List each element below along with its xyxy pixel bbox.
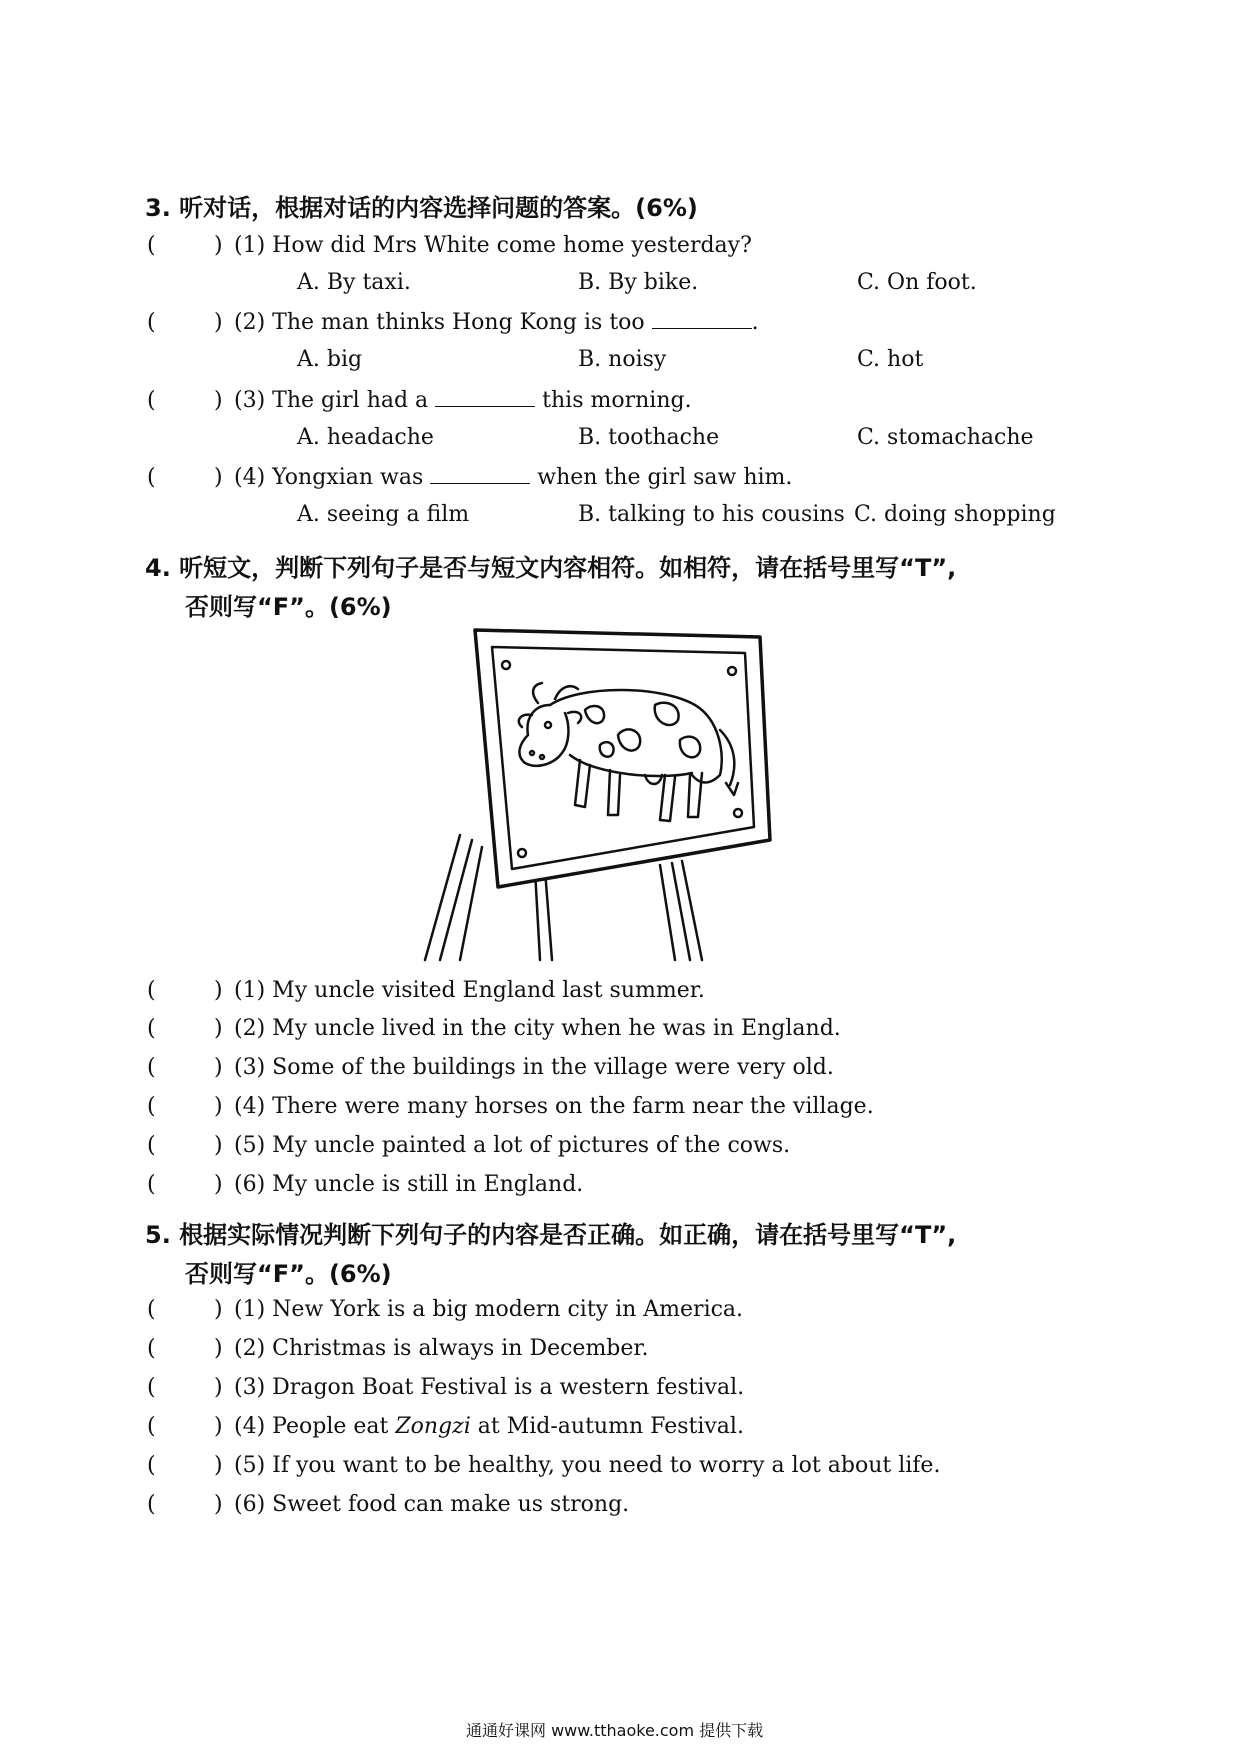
option-a: A. By taxi. [297,270,411,295]
page-footer: 通通好课网 www.tthaoke.com 提供下载 [466,1721,764,1740]
statement-number: (2) [234,1016,266,1041]
statement-number: (3) [234,1055,266,1080]
answer-paren-open: ( [147,1297,156,1322]
statement-text-end: at Mid-autumn Festival. [477,1414,744,1439]
section-4-heading-line2: 否则写“F”。(6%) [185,593,392,621]
answer-paren-close: ) [214,1297,223,1322]
option-c: C. On foot. [857,270,977,295]
statement-text: Some of the buildings in the village were very old. [272,1055,834,1080]
option-b: B. By bike. [578,270,699,295]
answer-paren-close: ) [214,1133,223,1158]
answer-paren-open: ( [147,388,156,413]
option-b: B. toothache [578,425,720,450]
answer-paren-open: ( [147,310,156,335]
answer-paren-open: ( [147,1172,156,1197]
question-3-1 [234,233,752,258]
answer-paren-close: ) [214,310,223,335]
statement-text: My uncle is still in England. [272,1172,584,1197]
statement-4-5 [234,1133,790,1158]
statement-text: My uncle visited England last summer. [272,978,705,1003]
statement-italic-word: Zongzi [395,1414,471,1439]
statement-number: (3) [234,1375,266,1400]
statement-text: My uncle lived in the city when he was in England. [272,1016,841,1041]
statement-text: Christmas is always in December. [272,1336,649,1361]
option-a: A. headache [297,425,434,450]
cow-painting-on-easel-illustration [420,625,780,965]
option-b: B. talking to his cousins [578,502,845,527]
answer-paren-close: ) [214,1016,223,1041]
answer-paren-close: ) [214,465,223,490]
statement-5-5 [234,1453,940,1478]
question-text-end: this morning. [542,388,692,413]
option-c: C. stomachache [857,425,1034,450]
statement-5-6 [234,1492,629,1517]
answer-paren-open: ( [147,1055,156,1080]
statement-number: (6) [234,1172,266,1197]
answer-paren-open: ( [147,1336,156,1361]
answer-paren-open: ( [147,233,156,258]
answer-paren-close: ) [214,1336,223,1361]
answer-paren-close: ) [214,1414,223,1439]
question-text: The man thinks Hong Kong is too [272,310,645,335]
section-5-heading-line2: 否则写“F”。(6%) [185,1260,392,1288]
statement-number: (4) [234,1414,266,1439]
answer-paren-close: ) [214,1055,223,1080]
option-a: A. big [297,347,363,372]
answer-paren-open: ( [147,1094,156,1119]
statement-4-2 [234,1016,841,1041]
statement-4-6 [234,1172,583,1197]
statement-number: (6) [234,1492,266,1517]
answer-paren-close: ) [214,1375,223,1400]
statement-text: My uncle painted a lot of pictures of the cows. [272,1133,791,1158]
statement-text: There were many horses on the farm near the village. [272,1094,874,1119]
question-number: (3) [234,388,266,413]
answer-paren-close: ) [214,1453,223,1478]
statement-text: Dragon Boat Festival is a western festival. [272,1375,745,1400]
section-3-heading: 3. 听对话，根据对话的内容选择问题的答案。(6%) [145,194,698,222]
answer-paren-close: ) [214,978,223,1003]
statement-text: New York is a big modern city in America. [272,1297,744,1322]
statement-5-4 [234,1414,744,1439]
statement-5-2 [234,1336,649,1361]
statement-text: If you want to be healthy, you need to worry a lot about life. [272,1453,941,1478]
statement-4-1 [234,978,705,1003]
answer-paren-open: ( [147,978,156,1003]
statement-number: (2) [234,1336,266,1361]
option-c: C. hot [857,347,924,372]
question-3-4 [234,465,792,490]
statement-number: (1) [234,1297,266,1322]
answer-paren-open: ( [147,1414,156,1439]
statement-5-3 [234,1375,744,1400]
answer-paren-close: ) [214,388,223,413]
answer-paren-close: ) [214,1094,223,1119]
question-text: The girl had a [272,388,429,413]
option-a: A. seeing a film [297,502,470,527]
question-number: (4) [234,465,266,490]
answer-paren-open: ( [147,1453,156,1478]
answer-paren-open: ( [147,1133,156,1158]
fill-blank [652,310,752,329]
statement-number: (5) [234,1453,266,1478]
fill-blank [435,388,535,407]
answer-paren-open: ( [147,1492,156,1517]
option-b: B. noisy [578,347,667,372]
answer-paren-close: ) [214,1492,223,1517]
statement-number: (4) [234,1094,266,1119]
question-text-end: . [751,310,759,335]
question-number: (1) [234,233,266,258]
option-c: C. doing shopping [854,502,1056,527]
question-3-3 [234,388,692,413]
answer-paren-close: ) [214,1172,223,1197]
statement-number: (1) [234,978,266,1003]
question-3-2 [234,310,759,335]
question-text-end: when the girl saw him. [537,465,793,490]
answer-paren-open: ( [147,1016,156,1041]
statement-text: Sweet food can make us strong. [272,1492,630,1517]
answer-paren-open: ( [147,465,156,490]
question-number: (2) [234,310,266,335]
answer-paren-open: ( [147,1375,156,1400]
question-text: How did Mrs White come home yesterday? [272,233,752,258]
statement-4-4 [234,1094,874,1119]
answer-paren-close: ) [214,233,223,258]
question-text: Yongxian was [272,465,424,490]
statement-4-3 [234,1055,834,1080]
statement-5-1 [234,1297,743,1322]
statement-number: (5) [234,1133,266,1158]
section-5-heading-line1: 5. 根据实际情况判断下列句子的内容是否正确。如正确，请在括号里写“T”, [145,1221,957,1249]
statement-text: People eat [272,1414,389,1439]
fill-blank [430,465,530,484]
section-4-heading-line1: 4. 听短文，判断下列句子是否与短文内容相符。如相符，请在括号里写“T”, [145,554,957,582]
